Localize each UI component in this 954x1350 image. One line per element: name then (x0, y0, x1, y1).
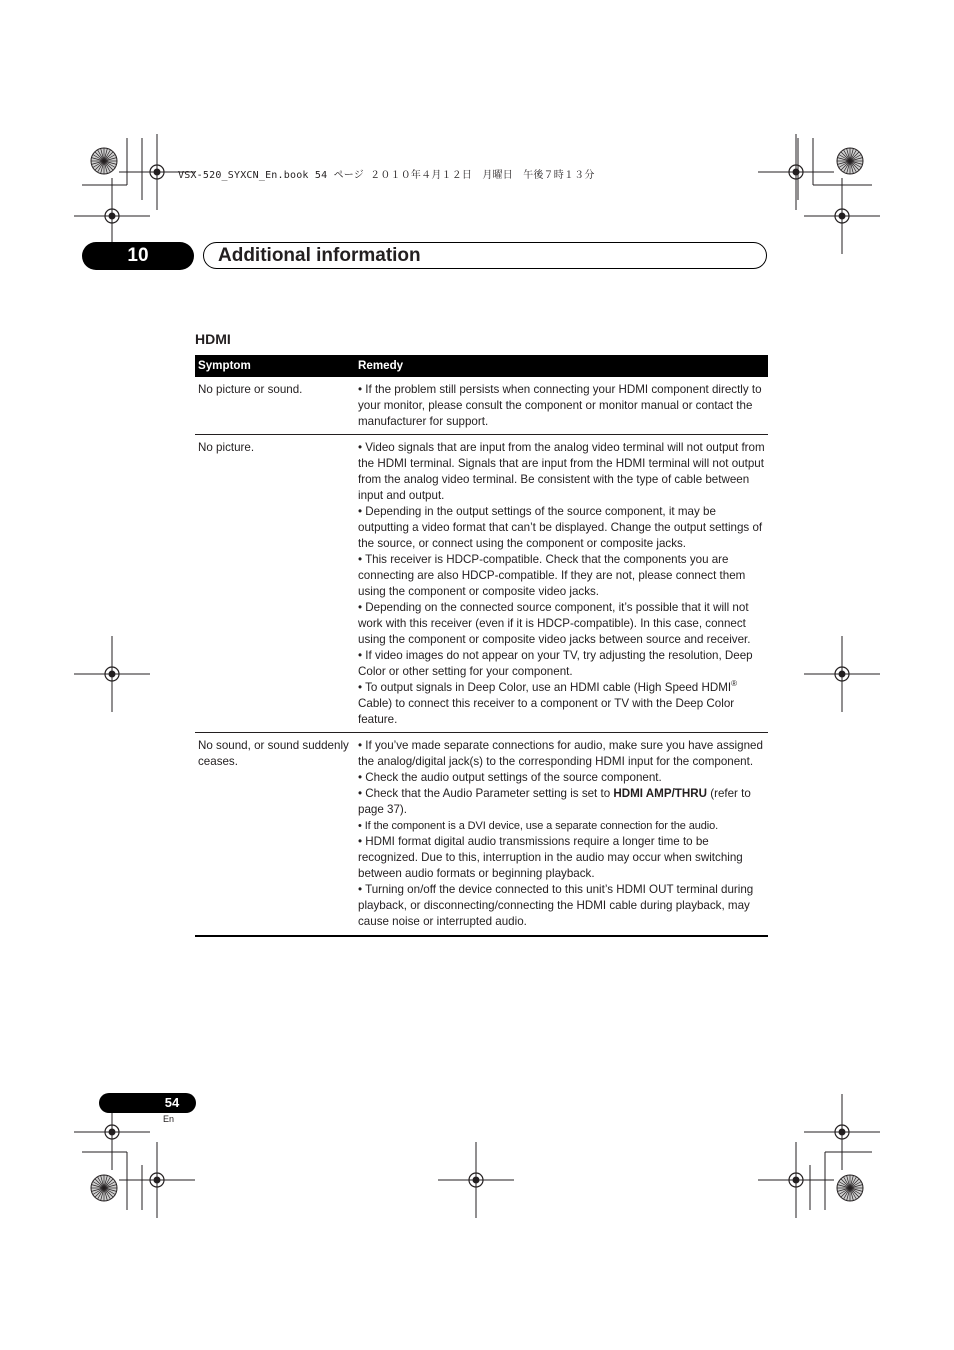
chapter-title: Additional information (218, 245, 421, 266)
remedy-item (358, 786, 765, 818)
table-header-row (195, 355, 768, 377)
chapter-number: 10 (127, 245, 149, 266)
remedy-item: • Turning on/off the device connected to this unit’s HDMI OUT terminal during playback, or disconnecting/connecting the HDMI cable during playback, may cause noise or interrupted audio. (358, 883, 754, 928)
section-title: HDMI (195, 331, 231, 347)
setting-name: HDMI AMP/THRU (613, 787, 707, 800)
column-header-remedy: Remedy (355, 355, 768, 377)
remedy-text: • To output signals in Deep Color, use an HDMI cable (High Speed HDMI (358, 681, 732, 694)
remedy-item (358, 680, 765, 728)
registration-target-dot (839, 213, 846, 220)
table-row (195, 733, 768, 937)
registered-mark: ® (731, 679, 738, 689)
remedy-item: • If the component is a DVI device, use a separate connection for the audio. (358, 820, 719, 832)
remedy-item: • If you’ve made separate connections for audio, make sure you have assigned the analog/digital jack(s) to the corresponding HDMI input for the component. (358, 739, 763, 768)
remedy-text: Cable) to connect this receiver to a component or TV with the Deep Color feature. (358, 697, 735, 726)
remedy-text: (refer to page 37). (358, 787, 751, 816)
registration-target-dot (793, 1177, 800, 1184)
remedy-item: • HDMI format digital audio transmissions require a longer time to be recognized. Due to this, interruption in the audio may occur when switching between audio formats or beginning playback. (358, 835, 743, 880)
symptom-cell: No picture or sound. (195, 377, 355, 435)
table-row (195, 435, 768, 733)
registration-target-dot (154, 169, 161, 176)
registration-target-dot (793, 169, 800, 176)
registration-target-dot (473, 1177, 480, 1184)
remedy-cell (355, 435, 768, 733)
remedy-cell (355, 377, 768, 435)
registration-target-dot (154, 1177, 161, 1184)
remedy-item: • Check the audio output settings of the source component. (358, 771, 662, 784)
print-header: VSX-520_SYXCN_En.book 54 ページ ２０１０年４月１２日 月曜日 午後７時１３分 (178, 170, 595, 181)
remedy-item: • If the problem still persists when connecting your HDMI component directly to your monitor, please consult the component or monitor manual or contact the manufacturer for support. (358, 383, 762, 428)
registration-target-dot (109, 213, 116, 220)
table-row (195, 377, 768, 435)
registration-target-dot (839, 1129, 846, 1136)
column-header-symptom: Symptom (195, 355, 355, 377)
page-language: En (163, 1114, 175, 1124)
registration-target-dot (839, 671, 846, 678)
registration-target-dot (109, 671, 116, 678)
remedy-text: • Check that the Audio Parameter setting is set to (358, 787, 614, 800)
symptom-cell: No picture. (195, 435, 355, 733)
remedy-item: • If video images do not appear on your TV, try adjusting the resolution, Deep Color or other setting for your component. (358, 649, 753, 678)
remedy-item: • Video signals that are input from the analog video terminal will not output from the HDMI terminal. Signals that are input from the HDMI terminal will not output from the analog video terminal. Be consistent with the type of cable between input and output. (358, 441, 765, 502)
remedy-item: • Depending on the connected source component, it’s possible that it will not work with this receiver (even if it is HDCP-compatible). In this case, connect using the component or composite video jacks between source and receiver. (358, 601, 751, 646)
page-number: 54 (164, 1095, 180, 1110)
troubleshooting-table (195, 355, 768, 937)
remedy-item: • This receiver is HDCP-compatible. Check that the components you are connecting are also HDCP-compatible. If they are not, please connect them using the component or composite video jacks. (358, 553, 746, 598)
symptom-cell: No sound, or sound suddenly ceases. (195, 733, 355, 937)
chapter-number-badge (82, 242, 194, 270)
remedy-cell (355, 733, 768, 937)
registration-target-dot (109, 1129, 116, 1136)
remedy-item: • Depending in the output settings of the source component, it may be outputting a video format that can’t be displayed. Change the output settings of the source, or connect using the component or composite jacks. (358, 505, 763, 550)
